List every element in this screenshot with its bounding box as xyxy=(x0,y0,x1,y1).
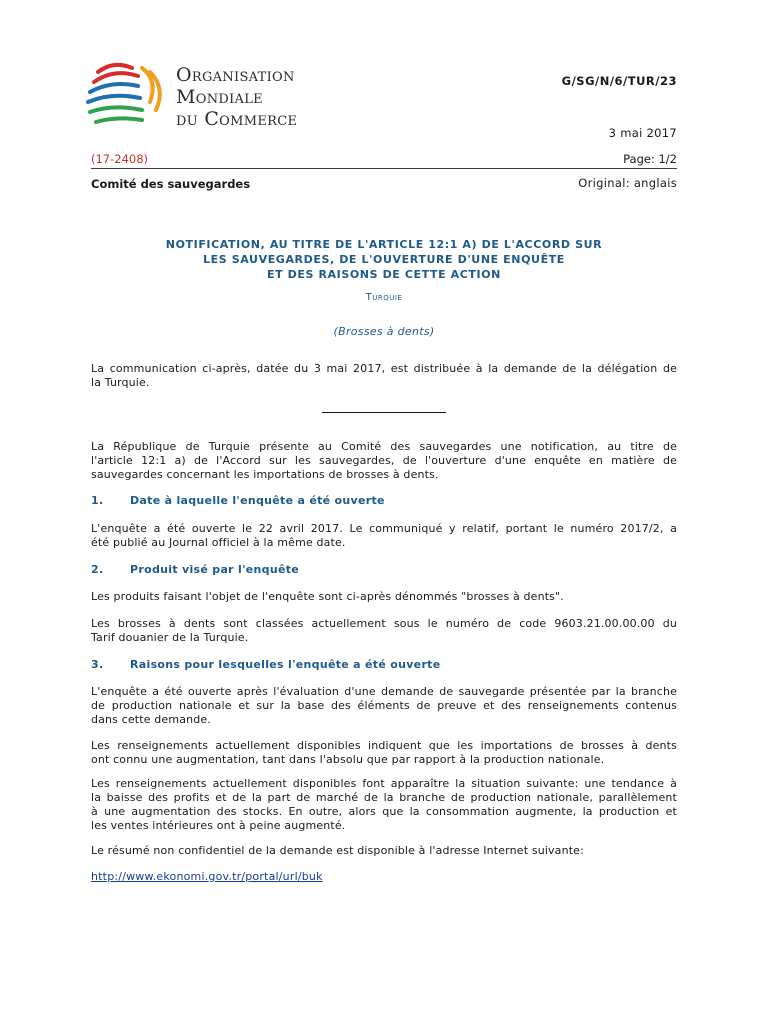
body-paragraph xyxy=(91,777,677,833)
source-url-link[interactable]: http://www.ekonomi.gov.tr/portal/url/buk xyxy=(91,870,323,883)
body-paragraph xyxy=(91,440,677,482)
text-line: Tarif douanier de la Turquie. xyxy=(91,631,249,644)
text-line: à une augmentation des stocks. En outre, alors que la consommation augmente, la production et xyxy=(91,805,677,818)
section-number: 2. xyxy=(91,563,104,576)
text-line: L'enquête a été ouverte le 22 avril 2017. Le communiqué y relatif, portant le numéro 2017/2, a xyxy=(91,522,677,535)
body-paragraph xyxy=(91,685,677,727)
section-title: Date à laquelle l'enquête a été ouverte xyxy=(130,494,385,507)
title-line: LES SAUVEGARDES, DE L'OUVERTURE D'UNE ENQUÊTE xyxy=(203,253,565,266)
page-number: Page: 1/2 xyxy=(623,152,677,166)
text-line: Les renseignements actuellement disponibles font apparaître la situation suivante: une tendance à xyxy=(91,777,677,790)
country-name: Turquie xyxy=(365,292,403,303)
job-number: (17-2408) xyxy=(91,152,149,166)
text-line: de production nationale et sur la base des éléments de preuve et des renseignements contenus xyxy=(91,699,677,712)
section-number: 1. xyxy=(91,494,104,507)
org-name-line3: du Commerce xyxy=(176,108,298,130)
text-line: Les brosses à dents sont classées actuellement sous le numéro de code 9603.21.00.00.00 du xyxy=(91,617,677,630)
text-line: La République de Turquie présente au Comité des sauvegardes une notification, au titre de xyxy=(91,440,677,453)
text-line: L'enquête a été ouverte après l'évaluation d'une demande de sauvegarde présentée par la branche xyxy=(91,685,677,698)
document-title xyxy=(91,237,677,282)
text-line: les ventes intérieures ont à peine augmenté. xyxy=(91,819,346,832)
text-line: été publié au Journal officiel à la même date. xyxy=(91,536,346,549)
text-line: La communication ci-après, datée du 3 mai 2017, est distribuée à la demande de la délégation de xyxy=(91,362,677,375)
text-line: ont connu une augmentation, tant dans l'absolu que par rapport à la production nationale. xyxy=(91,753,605,766)
text-line: sauvegardes concernant les importations de brosses à dents. xyxy=(91,468,439,481)
org-name xyxy=(176,64,297,130)
section-title: Raisons pour lesquelles l'enquête a été ouverte xyxy=(130,658,441,671)
text-line: Les produits faisant l'objet de l'enquête sont ci-après dénommés "brosses à dents". xyxy=(91,590,564,603)
text-line: Le résumé non confidentiel de la demande est disponible à l'adresse Internet suivante: xyxy=(91,844,584,857)
title-line: ET DES RAISONS DE CETTE ACTION xyxy=(267,268,501,281)
body-paragraph xyxy=(91,739,677,767)
document-date: 3 mai 2017 xyxy=(608,126,677,140)
text-line: dans cette demande. xyxy=(91,713,211,726)
separator-line xyxy=(322,412,446,413)
org-name-line1: Organisation xyxy=(176,64,295,86)
body-paragraph xyxy=(91,844,677,858)
text-line: la Turquie. xyxy=(91,376,150,389)
original-language: Original: anglais xyxy=(578,176,677,190)
document-symbol: G/SG/N/6/TUR/23 xyxy=(561,74,677,88)
text-line: la baisse des profits et de la part de marché de la branche de production nationale, parallèlement xyxy=(91,791,677,804)
section-title: Produit visé par l'enquête xyxy=(130,563,300,576)
text-line: l'article 12:1 a) de l'Accord sur les sauvegardes, de l'ouverture d'une enquête en matière de xyxy=(91,454,677,467)
intro-paragraph xyxy=(91,362,677,390)
org-name-line2: Mondiale xyxy=(176,86,263,108)
committee-name: Comité des sauvegardes xyxy=(91,177,251,191)
header-divider xyxy=(91,168,677,169)
body-paragraph xyxy=(91,617,677,645)
body-paragraph xyxy=(91,590,677,604)
wto-logo-icon xyxy=(84,58,174,138)
wto-logo xyxy=(84,58,334,138)
title-line: NOTIFICATION, AU TITRE DE L'ARTICLE 12:1 A) DE L'ACCORD SUR xyxy=(165,238,603,251)
text-line: Les renseignements actuellement disponibles indiquent que les importations de brosses à dents xyxy=(91,739,677,752)
body-paragraph xyxy=(91,522,677,550)
product-name: (Brosses à dents) xyxy=(333,325,435,338)
section-number: 3. xyxy=(91,658,104,671)
